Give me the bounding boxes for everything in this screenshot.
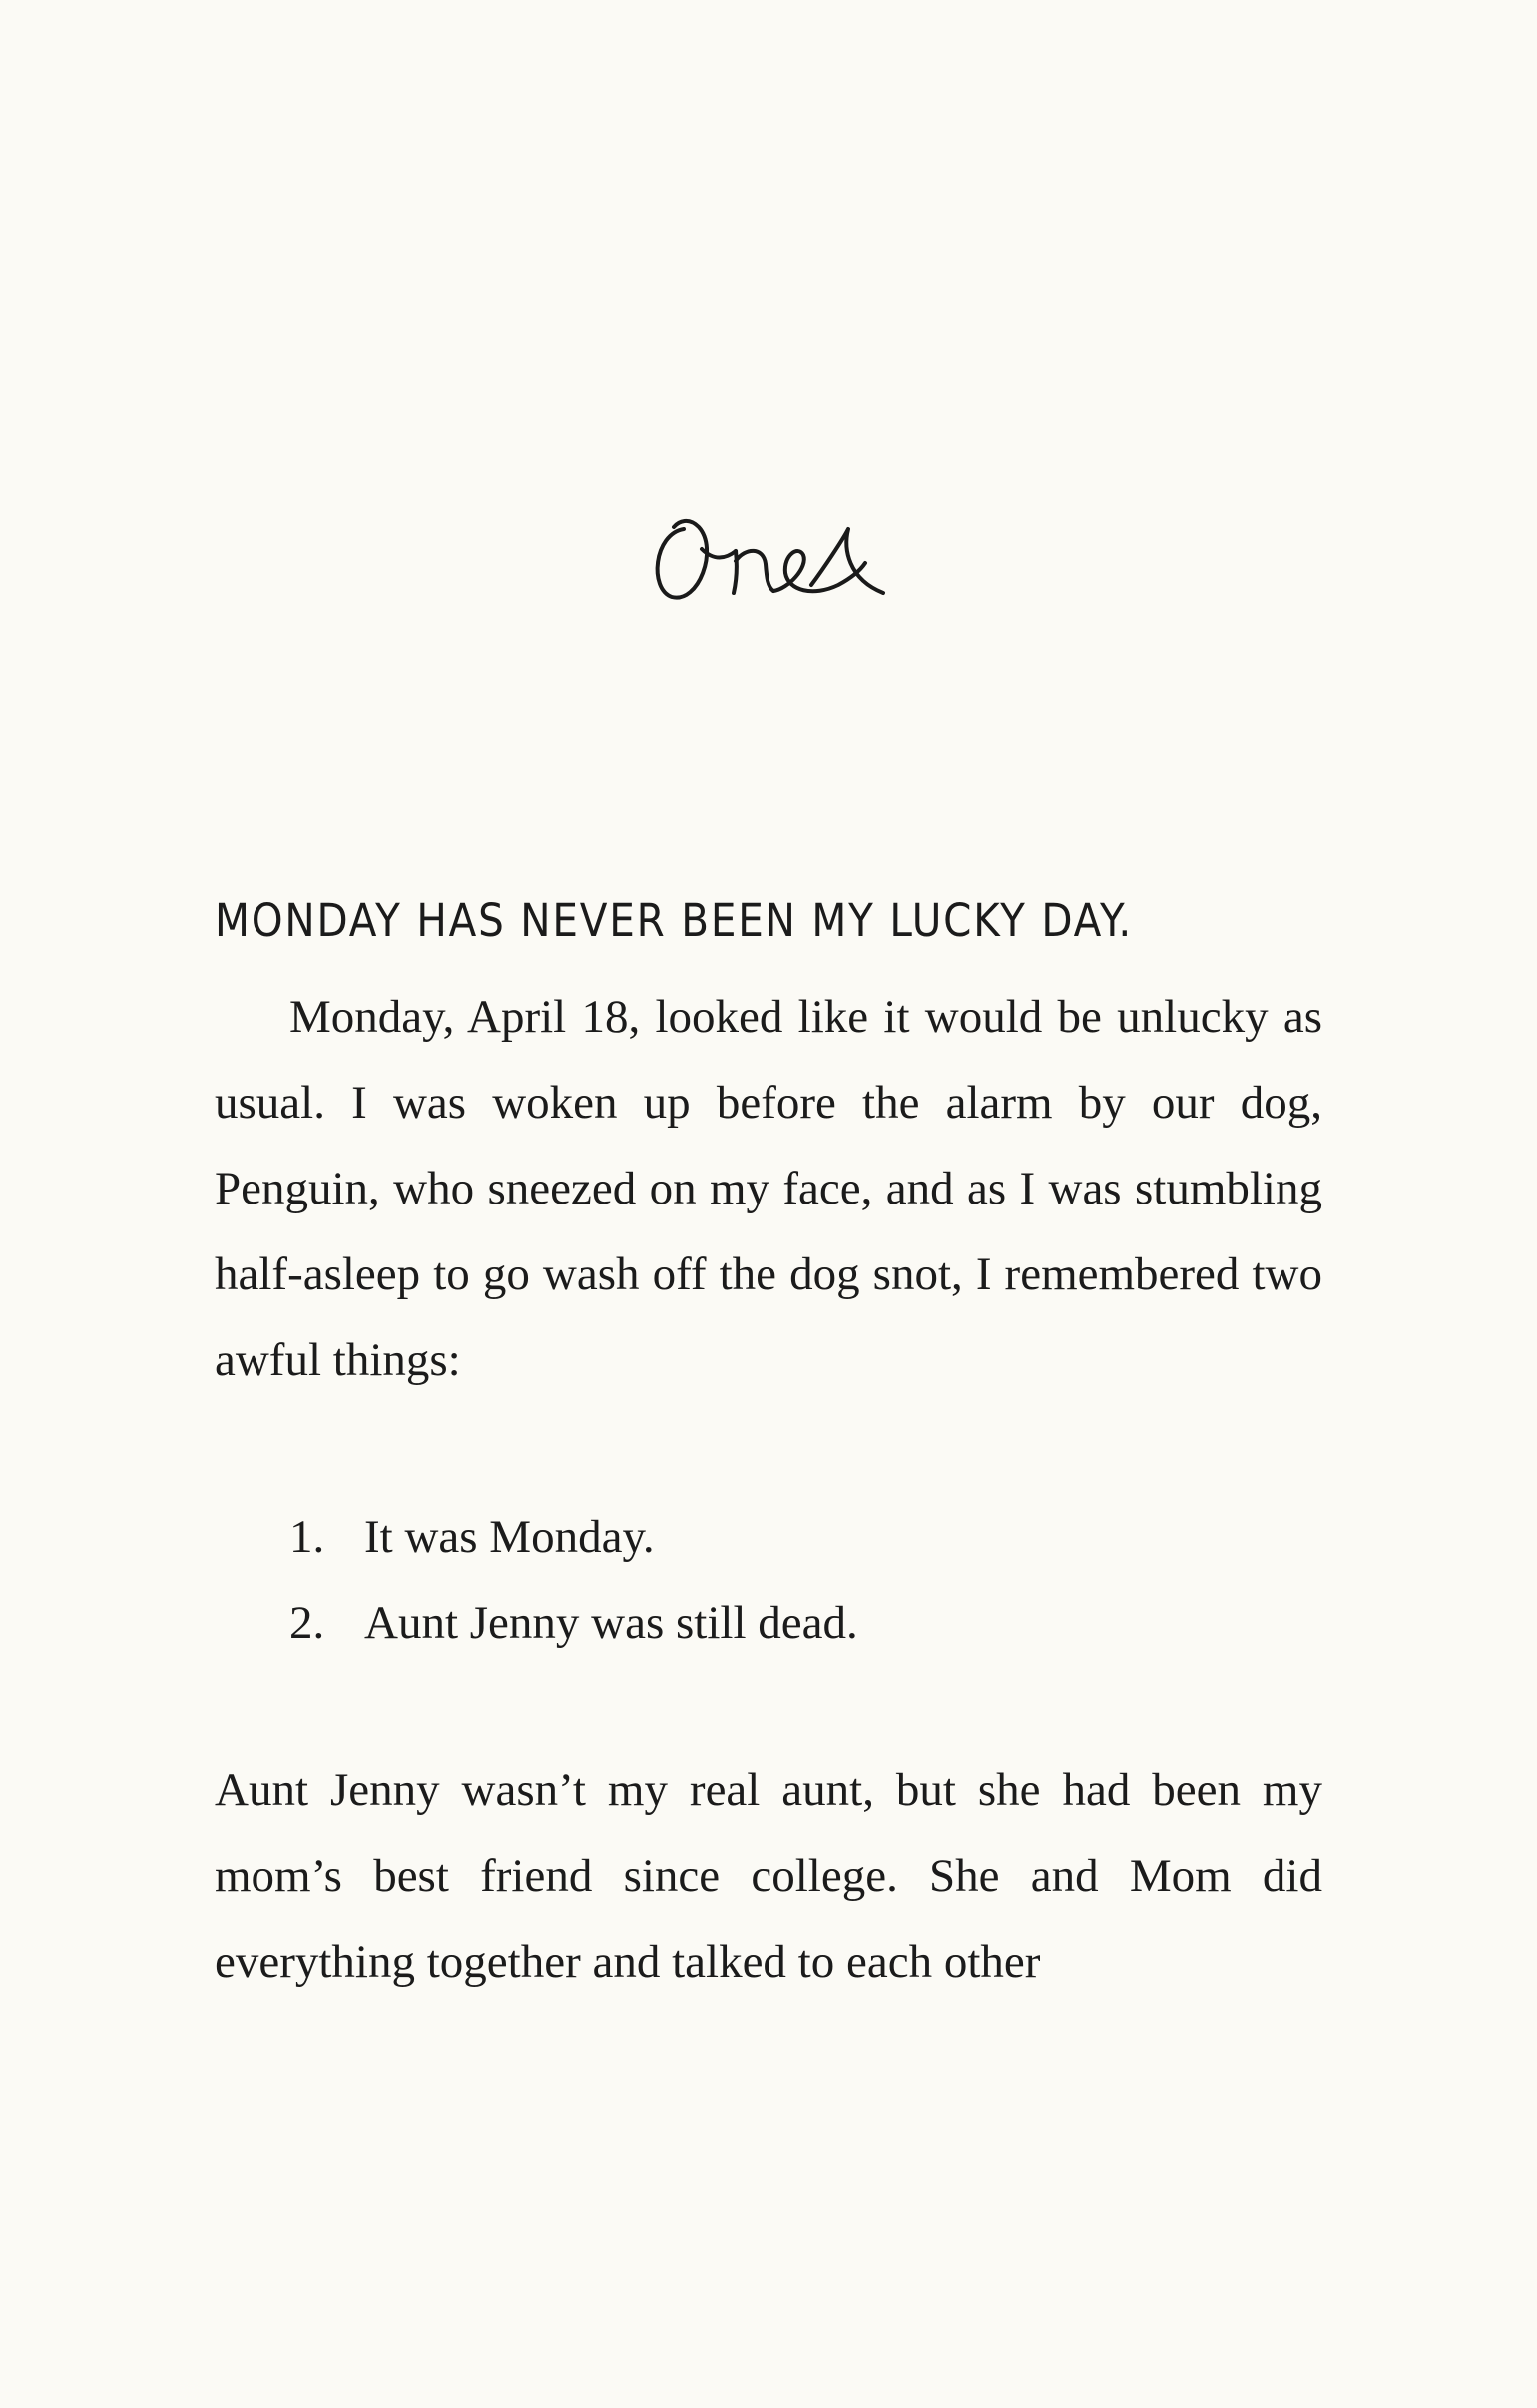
chapter-title-script [644,489,903,639]
chapter-title [644,489,903,639]
list-item [289,1580,1287,1666]
list-item-text: Aunt Jenny was still dead. [364,1597,858,1649]
numbered-list [289,1494,1287,1666]
list-item-number: 1. [289,1511,325,1563]
list-item-text: It was Monday. [364,1511,655,1563]
list-item-number: 2. [289,1597,325,1649]
chapter-title-text [644,489,645,490]
chapter-lead-in: MONDAY HAS NEVER BEEN MY LUCKY DAY. [215,894,1134,947]
paragraph-1: Monday, April 18, looked like it would be unlucky as usual. I was woken up before the alarm by our dog, Penguin, who sneezed on my face, and as I was stumbling half-asleep to go wash off the dog snot, I remembered two awful things: [215,991,1322,1386]
list-item [289,1494,1287,1580]
paragraph-2: Aunt Jenny wasn’t my real aunt, but she had been my mom’s best friend since college. She and Mom did everything together and talked to each other [215,1764,1322,1988]
